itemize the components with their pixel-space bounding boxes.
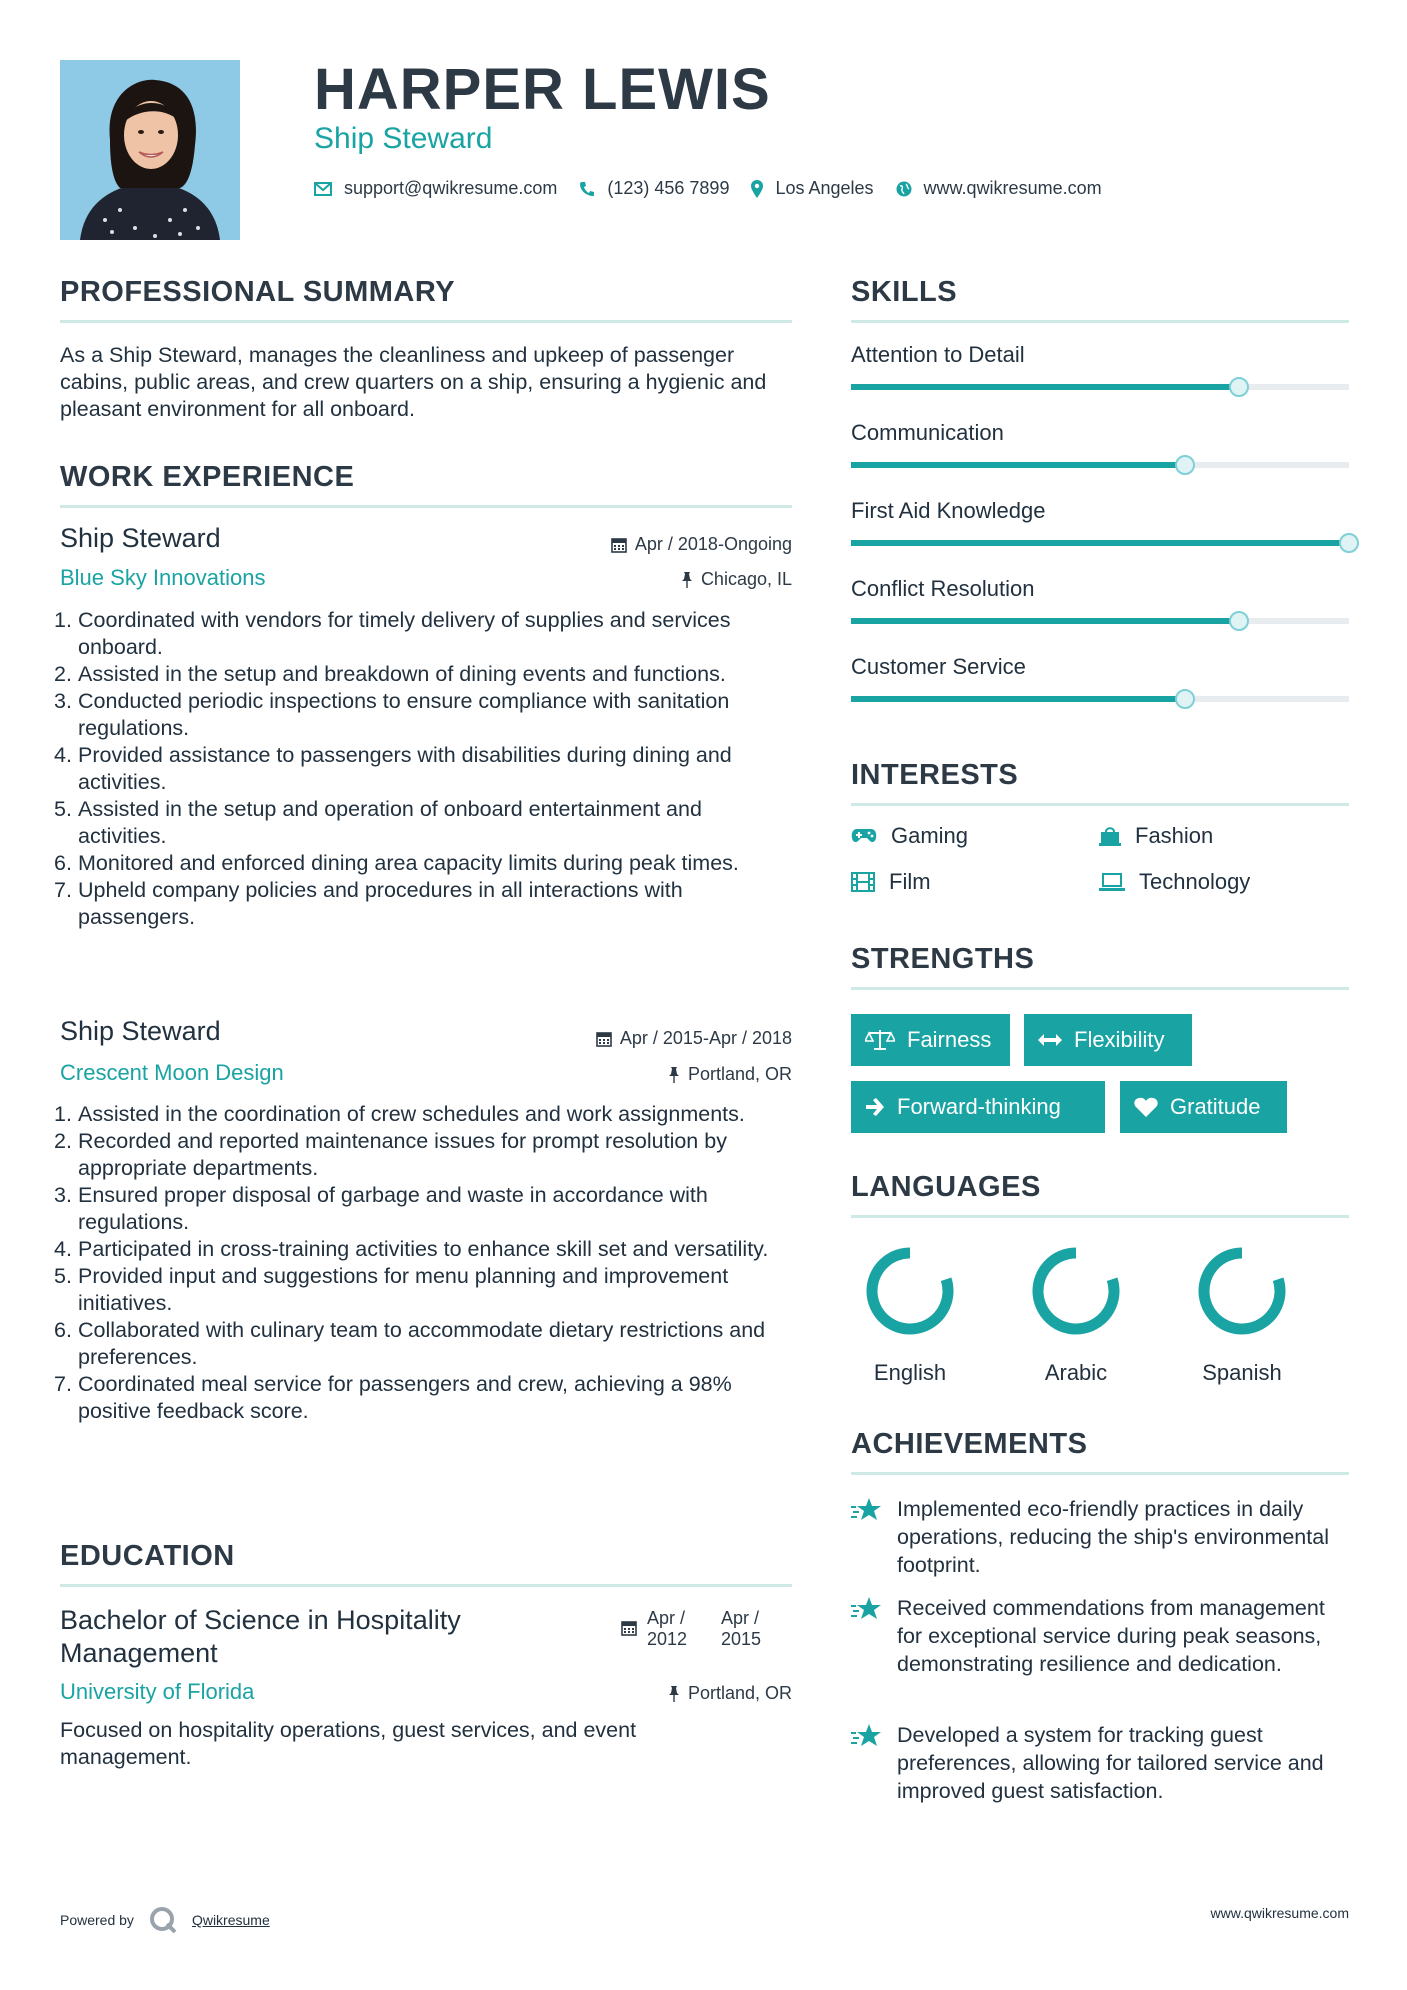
job-title: Ship Steward	[60, 523, 221, 553]
skill-item	[851, 498, 1349, 576]
job-title: Ship Steward	[60, 1016, 221, 1046]
location-text: Los Angeles	[775, 178, 874, 198]
education-start: Apr / 2012	[647, 1608, 688, 1649]
job-location	[668, 1064, 792, 1085]
calendar-icon	[621, 1620, 637, 1636]
education-dates	[621, 1608, 769, 1650]
achievement-item	[851, 1721, 1349, 1805]
list-item: 2. Assisted in the setup and breakdown of dining events and functions.	[54, 662, 726, 686]
language-ring	[1021, 1241, 1131, 1341]
arrows-h-icon	[1038, 1033, 1062, 1047]
skill-name: Communication	[851, 420, 1004, 445]
strength-tag-flexibility	[1024, 1014, 1192, 1066]
laptop-icon	[1099, 873, 1125, 891]
skill-name: Conflict Resolution	[851, 576, 1035, 601]
list-item: 7. Coordinated meal service for passengers and crew, achieving a 98% positive feedback score.	[54, 1372, 732, 1423]
summary-rule	[60, 320, 792, 323]
job-location-text: Portland, OR	[687, 1064, 792, 1084]
language-item-english	[855, 1241, 965, 1386]
achievement-item	[851, 1495, 1349, 1579]
map-marker-icon	[751, 180, 763, 198]
skill-slider-handle[interactable]	[1175, 689, 1195, 709]
list-item: 7. Upheld company policies and procedures in all interactions with passengers.	[54, 878, 683, 929]
strength-tag-forward-thinking	[851, 1081, 1105, 1133]
envelope-icon	[314, 182, 332, 196]
skill-slider-handle[interactable]	[1339, 533, 1359, 553]
list-item: 2. Recorded and reported maintenance issues for prompt resolution by appropriate departments.	[54, 1129, 727, 1180]
strength-tag-gratitude	[1120, 1081, 1287, 1133]
list-item: 6. Collaborated with culinary team to accommodate dietary restrictions and preferences.	[54, 1318, 766, 1369]
language-ring-arc	[1204, 1253, 1280, 1329]
interest-item-technology	[1099, 869, 1250, 895]
list-item: 1. Coordinated with vendors for timely delivery of supplies and services onboard.	[54, 608, 731, 659]
skill-fill	[851, 384, 1239, 390]
phone-icon	[579, 181, 595, 197]
skill-fill	[851, 540, 1349, 546]
achievement-item	[851, 1594, 1349, 1678]
strengths-rule	[851, 987, 1349, 990]
summary-heading: PROFESSIONAL SUMMARY	[60, 276, 456, 308]
education-location-text: Portland, OR	[687, 1683, 792, 1703]
skill-item	[851, 420, 1349, 498]
job-dates-text: Apr / 2018-Ongoing	[634, 534, 792, 554]
list-item: 5. Provided input and suggestions for menu planning and improvement initiatives.	[54, 1264, 729, 1315]
footer-powered-by	[60, 1905, 270, 1935]
education-heading: EDUCATION	[60, 1540, 235, 1572]
pushpin-icon	[681, 572, 693, 588]
interest-label: Gaming	[891, 823, 969, 848]
calendar-icon	[596, 1031, 612, 1047]
calendar-icon	[611, 537, 627, 553]
skill-name: Customer Service	[851, 654, 1026, 679]
strength-label: Flexibility	[1074, 1027, 1165, 1052]
job-dates	[596, 1028, 792, 1049]
heart-icon	[1134, 1097, 1158, 1117]
skill-track	[851, 462, 1349, 468]
strength-label: Fairness	[907, 1027, 992, 1052]
list-item: 5. Assisted in the setup and operation of onboard entertainment and activities.	[54, 797, 702, 848]
school-name: University of Florida	[60, 1679, 255, 1704]
powered-by-text: Powered by	[60, 1912, 134, 1928]
film-icon	[851, 872, 875, 892]
candidate-name: HARPER LEWIS	[314, 57, 771, 122]
skill-slider-handle[interactable]	[1229, 611, 1249, 631]
languages-rule	[851, 1215, 1349, 1218]
shopping-bag-icon	[1099, 825, 1121, 847]
skill-item	[851, 654, 1349, 732]
star-icon	[851, 1723, 883, 1749]
email-text: support@qwikresume.com	[344, 178, 558, 198]
skill-track	[851, 540, 1349, 546]
interest-label: Fashion	[1135, 823, 1214, 848]
qwikresume-logo-icon	[148, 1905, 178, 1935]
language-item-spanish	[1187, 1241, 1297, 1386]
language-label: Spanish	[1202, 1360, 1282, 1385]
education-end: Apr / 2015	[721, 1608, 762, 1649]
interest-label: Film	[889, 869, 931, 894]
website-text: www.qwikresume.com	[923, 178, 1102, 198]
interest-item-gaming	[851, 823, 968, 849]
list-item: 4. Provided assistance to passengers with disabilities during dining and activities.	[54, 743, 732, 794]
job-location-text: Chicago, IL	[700, 569, 792, 589]
education-location	[668, 1683, 792, 1704]
achievement-text: Received commendations from management for exceptional service during peak seasons, demonstrating resilience and dedication.	[897, 1596, 1325, 1676]
experience-rule	[60, 505, 792, 508]
language-ring-arc	[872, 1253, 948, 1329]
job-bullets	[54, 1101, 792, 1425]
job-bullets	[54, 607, 792, 931]
education-entry	[60, 1604, 792, 1771]
language-ring	[1187, 1241, 1297, 1341]
interest-item-fashion	[1099, 823, 1213, 849]
language-ring-arc	[1038, 1253, 1114, 1329]
education-text: Focused on hospitality operations, guest services, and event management.	[60, 1718, 637, 1769]
skills-heading: SKILLS	[851, 276, 958, 308]
job-location	[681, 569, 792, 590]
job-entry	[54, 1016, 792, 1425]
strength-label: Gratitude	[1170, 1094, 1261, 1119]
summary-text: As a Ship Steward, manages the cleanliness and upkeep of passenger cabins, public areas, and crew quarters on a ship, ensuring a hygienic and pleasant environment for all onboard.	[60, 343, 767, 421]
experience-heading: WORK EXPERIENCE	[60, 461, 355, 493]
education-rule	[60, 1584, 792, 1587]
language-item-arabic	[1021, 1241, 1131, 1386]
contact-bar	[314, 178, 1124, 199]
skill-fill	[851, 696, 1185, 702]
gamepad-icon	[851, 828, 877, 844]
star-icon	[851, 1497, 883, 1523]
pushpin-icon	[668, 1686, 680, 1702]
achievements-heading: ACHIEVEMENTS	[851, 1428, 1088, 1460]
company-name: Blue Sky Innovations	[60, 565, 266, 590]
list-item: 3. Conducted periodic inspections to ensure compliance with sanitation regulations.	[54, 689, 730, 740]
strength-label: Forward-thinking	[897, 1094, 1061, 1119]
interests-heading: INTERESTS	[851, 759, 1019, 791]
interest-item-film	[851, 869, 931, 895]
brand-link[interactable]: Qwikresume	[191, 1912, 270, 1928]
contact-location	[751, 178, 873, 199]
languages-heading: LANGUAGES	[851, 1171, 1041, 1203]
star-icon	[851, 1596, 883, 1622]
skill-fill	[851, 618, 1239, 624]
language-label: English	[873, 1360, 947, 1385]
skill-slider-handle[interactable]	[1175, 455, 1195, 475]
candidate-role: Ship Steward	[314, 122, 493, 155]
achievement-text: Implemented eco-friendly practices in daily operations, reducing the ship's environmental footprint.	[897, 1497, 1329, 1577]
skill-slider-handle[interactable]	[1229, 377, 1249, 397]
globe-icon	[896, 181, 912, 197]
phone-text: (123) 456 7899	[607, 178, 730, 198]
language-ring	[855, 1241, 965, 1341]
company-name: Crescent Moon Design	[60, 1060, 284, 1085]
profile-photo	[60, 60, 240, 240]
skill-name: Attention to Detail	[851, 342, 1025, 367]
interest-label: Technology	[1139, 869, 1251, 894]
skill-item	[851, 342, 1349, 420]
skill-fill	[851, 462, 1185, 468]
strength-tag-fairness	[851, 1014, 1010, 1066]
list-item: 6. Monitored and enforced dining area capacity limits during peak times.	[54, 851, 739, 875]
degree-title: Bachelor of Science in Hospitality Management	[60, 1605, 461, 1668]
arrow-right-icon	[865, 1097, 885, 1117]
contact-email[interactable]	[314, 178, 557, 199]
list-item: 1. Assisted in the coordination of crew schedules and work assignments.	[54, 1102, 745, 1126]
contact-phone[interactable]	[579, 178, 729, 199]
skill-name: First Aid Knowledge	[851, 498, 1046, 523]
pushpin-icon	[668, 1067, 680, 1083]
footer-url[interactable]: www.qwikresume.com	[1210, 1905, 1349, 1921]
language-label: Arabic	[1044, 1360, 1108, 1385]
skill-track	[851, 618, 1349, 624]
job-entry	[54, 523, 792, 931]
list-item: 3. Ensured proper disposal of garbage and waste in accordance with regulations.	[54, 1183, 708, 1234]
job-dates-text: Apr / 2015-Apr / 2018	[619, 1028, 792, 1048]
skill-item	[851, 576, 1349, 654]
strengths-heading: STRENGTHS	[851, 943, 1035, 975]
interests-rule	[851, 803, 1349, 806]
skill-track	[851, 384, 1349, 390]
balance-scale-icon	[865, 1029, 895, 1051]
skills-rule	[851, 320, 1349, 323]
skill-track	[851, 696, 1349, 702]
achievements-rule	[851, 1472, 1349, 1475]
achievement-text: Developed a system for tracking guest preferences, allowing for tailored service and improved guest satisfaction.	[897, 1723, 1324, 1803]
job-dates	[611, 534, 792, 555]
list-item: 4. Participated in cross-training activities to enhance skill set and versatility.	[54, 1237, 769, 1261]
contact-website[interactable]	[896, 178, 1102, 199]
skills-list	[851, 342, 1349, 732]
